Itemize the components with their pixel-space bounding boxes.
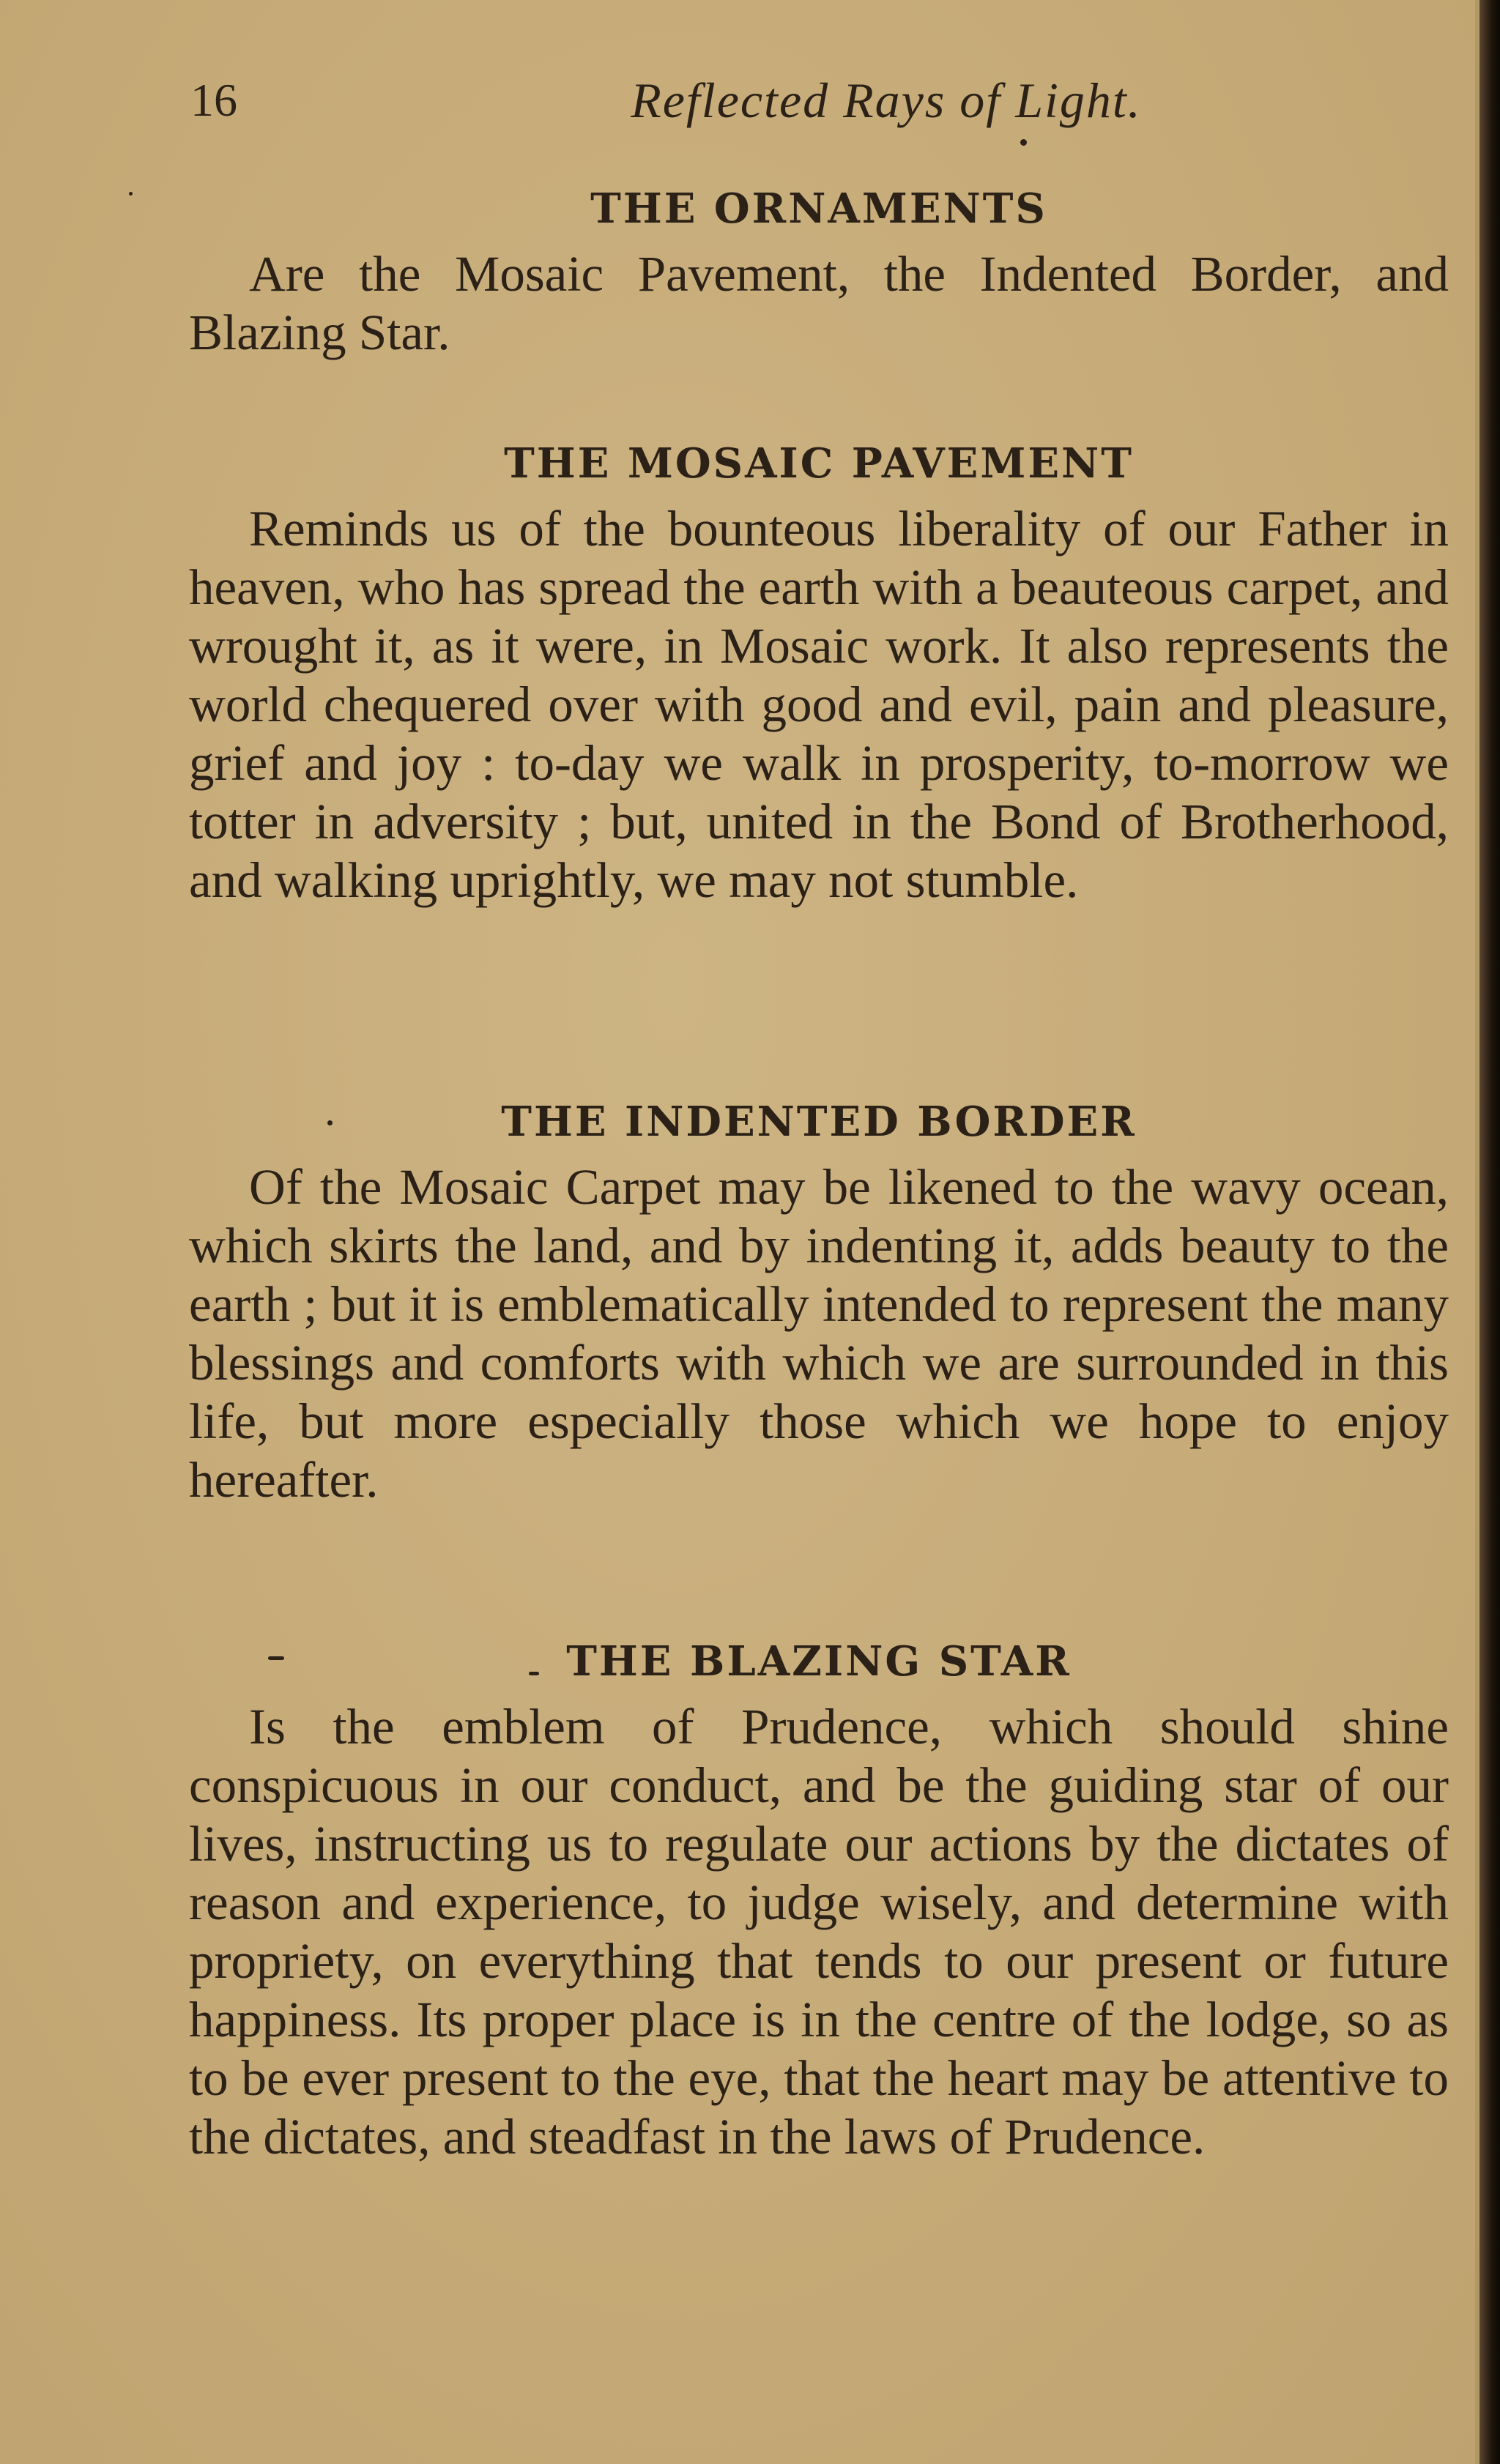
ink-speck (129, 192, 133, 196)
ink-speck (327, 1120, 333, 1125)
section-indented-border (189, 1089, 1449, 1509)
section-paragraph: Reminds us of the bounteous liberality of our Father in heaven, who has spread the earth with a beauteous carpet, and wrought it, as it were, in Mosaic work. It also represents the world chequered over with good and evil, pain and pleasure, grief and joy : to-day we walk in prosperity, to-morrow we totter in adversity ; but, united in the Bond of Brotherhood, and walking uprightly, we may not stumble. (189, 501, 1449, 908)
section-blazing-star (189, 1629, 1449, 2166)
section-mosaic-pavement (189, 431, 1449, 909)
section-heading: THE ORNAMENTS (590, 185, 1047, 233)
book-gutter-edge (1479, 0, 1500, 2464)
page-number: 16 (190, 74, 237, 126)
section-heading: THE MOSAIC PAVEMENT (504, 439, 1134, 488)
section-paragraph: Are the Mosaic Pavement, the Indented Border, and Blazing Star. (189, 246, 1449, 360)
section-paragraph: Is the emblem of Prudence, which should shine conspicuous in our conduct, and be the guiding star of our lives, instructing us to regulate our actions by the dictates of reason and experience, to judge wisely, and determine with propriety, on everything that tends to our present or future happiness. Its proper place is in the centre of the lodge, so as to be ever present to the eye, that the heart may be attentive to the dictates, and steadfast in the laws of Prudence. (189, 1699, 1449, 2165)
ink-speck (268, 1656, 284, 1660)
page-header (190, 67, 1450, 133)
section-paragraph: Of the Mosaic Carpet may be likened to the wavy ocean, which skirts the land, and by indenting it, adds beauty to the earth ; but it is emblematically intended to represent the many blessings and comforts with which we are surrounded in this life, but more especially those which we hope to enjoy hereafter. (189, 1159, 1449, 1508)
ink-speck (529, 1672, 539, 1675)
section-heading: THE BLAZING STAR (566, 1637, 1072, 1686)
ink-speck (1020, 139, 1027, 146)
section-heading: THE INDENTED BORDER (501, 1098, 1137, 1146)
section-ornaments (189, 176, 1449, 362)
running-title: Reflected Rays of Light. (631, 72, 1142, 128)
